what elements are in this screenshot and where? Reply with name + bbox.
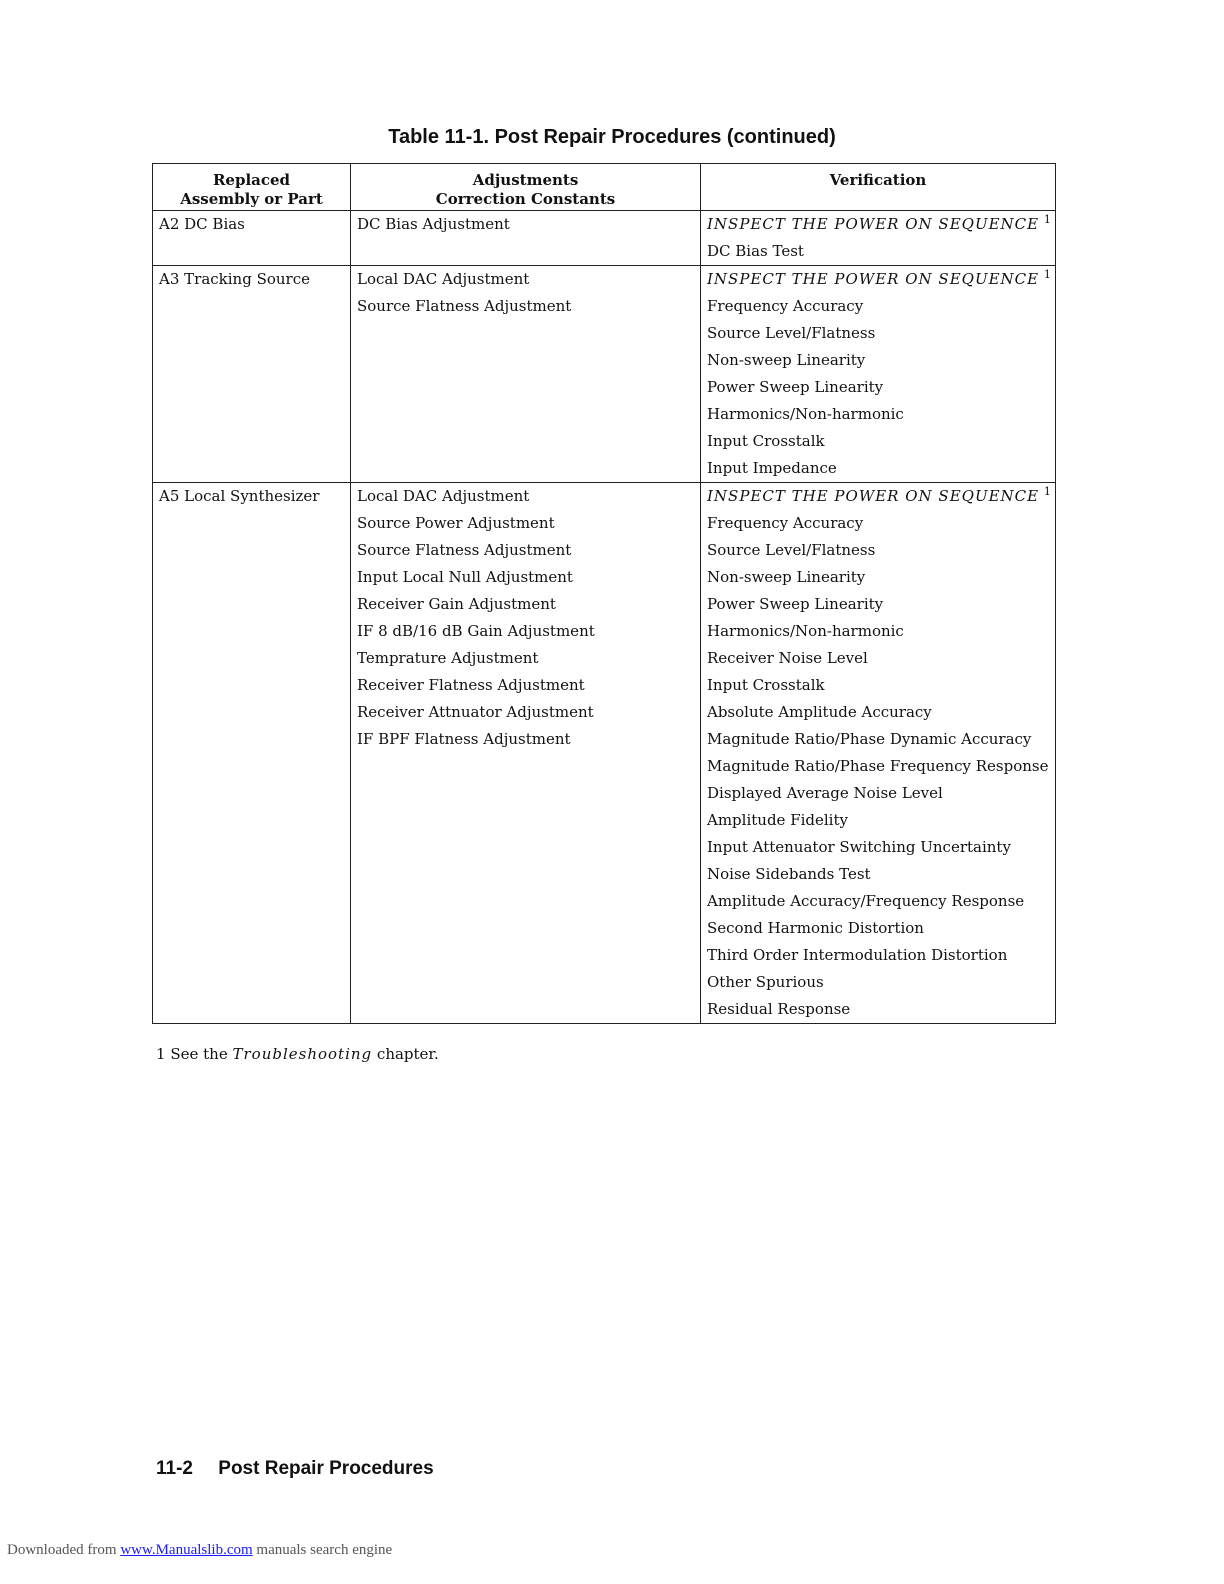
verification-item: Power Sweep Linearity	[707, 595, 884, 613]
post-repair-table	[152, 163, 1056, 1024]
table-title: Table 11-1. Post Repair Procedures (continued)	[388, 126, 836, 148]
verification-item: Amplitude Accuracy/Frequency Response	[707, 892, 1025, 910]
footnote-marker: 1	[1043, 268, 1051, 281]
inspect-power-on-text: INSPECT THE POWER ON SEQUENCE	[707, 215, 1040, 233]
inspect-power-on-text: INSPECT THE POWER ON SEQUENCE	[707, 270, 1040, 288]
verification-cell	[701, 211, 1056, 266]
download-notice	[7, 1542, 392, 1559]
footnote-text-pre: See the	[170, 1045, 228, 1063]
adjustments-cell	[351, 211, 701, 266]
verification-item: Amplitude Fidelity	[707, 811, 848, 829]
verification-item: Magnitude Ratio/Phase Dynamic Accuracy	[707, 730, 1032, 748]
verification-item: Residual Response	[707, 1000, 851, 1018]
download-prefix: Downloaded from	[7, 1542, 117, 1558]
verification-cell	[701, 483, 1056, 1024]
verification-item: Harmonics/Non-harmonic	[707, 622, 904, 640]
column-header-replaced-part	[153, 164, 351, 211]
footnote-chapter-ref: Troubleshooting	[232, 1045, 373, 1063]
page-footer	[156, 1458, 434, 1480]
verification-item: Input Crosstalk	[707, 432, 825, 450]
part-cell	[153, 266, 351, 483]
verification-item: Frequency Accuracy	[707, 297, 864, 315]
adjustment-item: Source Power Adjustment	[357, 514, 555, 532]
verification-item: Receiver Noise Level	[707, 649, 868, 667]
verification-item	[707, 266, 1049, 293]
verification-item: Input Crosstalk	[707, 676, 825, 694]
adjustment-item: Temprature Adjustment	[357, 649, 539, 667]
part-name: A5 Local Synthesizer	[159, 487, 320, 505]
part-cell	[153, 483, 351, 1024]
verification-item: Non-sweep Linearity	[707, 568, 866, 586]
verification-item: Input Attenuator Switching Uncertainty	[707, 838, 1011, 856]
footnote-marker: 1	[1043, 213, 1051, 226]
adjustments-cell	[351, 266, 701, 483]
table-row	[153, 483, 1056, 1024]
adjustment-item: Local DAC Adjustment	[357, 270, 530, 288]
verification-item: Displayed Average Noise Level	[707, 784, 943, 802]
footnote-number: 1	[156, 1045, 166, 1063]
adjustment-item: Input Local Null Adjustment	[357, 568, 573, 586]
adjustments-cell	[351, 483, 701, 1024]
table-row	[153, 266, 1056, 483]
verification-cell	[701, 266, 1056, 483]
part-name: A3 Tracking Source	[159, 270, 310, 288]
adjustment-item: Receiver Attnuator Adjustment	[357, 703, 594, 721]
verification-item: Non-sweep Linearity	[707, 351, 866, 369]
page-number: 11-2	[156, 1458, 193, 1479]
verification-item: Frequency Accuracy	[707, 514, 864, 532]
verification-item	[707, 483, 1049, 510]
part-cell	[153, 211, 351, 266]
footnote-marker: 1	[1043, 485, 1051, 498]
verification-item: Absolute Amplitude Accuracy	[707, 703, 932, 721]
verification-item: Power Sweep Linearity	[707, 378, 884, 396]
verification-item: Noise Sidebands Test	[707, 865, 871, 883]
verification-item: Magnitude Ratio/Phase Frequency Response	[707, 757, 1049, 775]
verification-item: Second Harmonic Distortion	[707, 919, 924, 937]
column-header-verification	[701, 164, 1056, 211]
adjustment-item: IF 8 dB/16 dB Gain Adjustment	[357, 622, 595, 640]
verification-item	[707, 211, 1049, 238]
adjustment-item: Receiver Gain Adjustment	[357, 595, 556, 613]
adjustment-item: Source Flatness Adjustment	[357, 297, 572, 315]
verification-item: DC Bias Test	[707, 242, 804, 260]
column-header-adjustments	[351, 164, 701, 211]
download-suffix: manuals search engine	[256, 1542, 393, 1558]
verification-item: Source Level/Flatness	[707, 541, 876, 559]
header-line: Verification	[829, 171, 927, 189]
verification-item: Other Spurious	[707, 973, 824, 991]
adjustment-item: Receiver Flatness Adjustment	[357, 676, 585, 694]
table-header-row	[153, 164, 1056, 211]
verification-item: Harmonics/Non-harmonic	[707, 405, 904, 423]
footnote	[156, 1045, 439, 1063]
header-line: Correction Constants	[435, 190, 616, 208]
adjustment-item: Local DAC Adjustment	[357, 487, 530, 505]
header-line: Assembly or Part	[180, 190, 323, 208]
verification-item: Source Level/Flatness	[707, 324, 876, 342]
inspect-power-on-text: INSPECT THE POWER ON SEQUENCE	[707, 487, 1040, 505]
adjustment-item: DC Bias Adjustment	[357, 215, 510, 233]
section-title: Post Repair Procedures	[218, 1458, 434, 1479]
manualslib-link[interactable]: www.Manualslib.com	[120, 1542, 253, 1558]
verification-item: Input Impedance	[707, 459, 837, 477]
adjustment-item: IF BPF Flatness Adjustment	[357, 730, 571, 748]
header-line: Adjustments	[472, 171, 579, 189]
header-line: Replaced	[212, 171, 291, 189]
footnote-text-post: chapter.	[376, 1045, 439, 1063]
verification-item: Third Order Intermodulation Distortion	[707, 946, 1008, 964]
part-name: A2 DC Bias	[159, 215, 245, 233]
table-row	[153, 211, 1056, 266]
adjustment-item: Source Flatness Adjustment	[357, 541, 572, 559]
